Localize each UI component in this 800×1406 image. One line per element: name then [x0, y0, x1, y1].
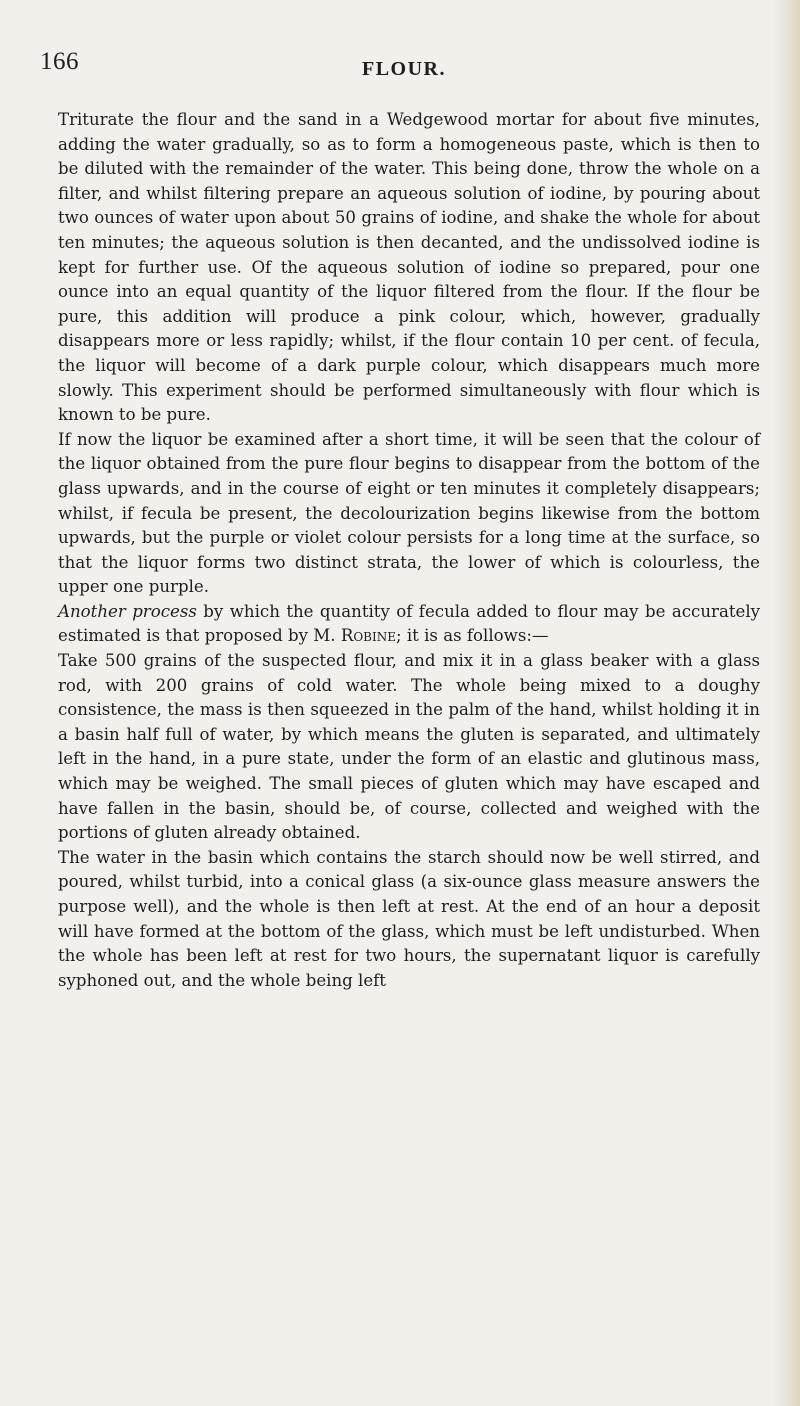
paragraph-3-text-b: ; it is as follows:—	[395, 626, 549, 646]
paragraph-3-italic-lead: Another process	[58, 601, 197, 621]
paragraph-2: If now the liquor be examined after a short time, it will be seen that the colour of the liquor obtained from the pure flour begins to disappear from the bottom of the glass upwards, and in the course of eight or ten minutes it completely disappears; whilst, if fecula be present, the decolourization begins likewise from the bottom upwards, but the purple or violet colour persists for a long time at the surface, so that the liquor forms two distinct strata, the lower of which is colourless, the upper one purple.	[58, 429, 760, 597]
running-head: FLOUR.	[362, 58, 446, 80]
page-header	[40, 48, 760, 88]
page-number: 166	[40, 48, 79, 75]
body-text	[58, 108, 760, 993]
paragraph-3	[58, 600, 760, 649]
paragraph-1: Triturate the flour and the sand in a Wedgewood mortar for about five minutes, adding the water gradually, so as to form a homogeneous paste, which is then to be diluted with the remainder of the water. This being done, throw the whole on a filter, and whilst filtering prepare an aqueous solution of iodine, by pouring about two ounces of water upon about 50 grains of iodine, and shake the whole for about ten minutes; the aqueous solution is then decanted, and the undissolved iodine is kept for further use. Of the aqueous solution of iodine so prepared, pour one ounce into an equal quantity of the liquor filtered from the flour. If the flour be pure, this addition will produce a pink colour, which, however, gradually disappears more or less rapidly; whilst, if the flour contain 10 per cent. of fecula, the liquor will become of a dark purple colour, which disappears much more slowly. This experiment should be performed simultaneously with flour which is known to be pure.	[58, 110, 760, 425]
author-name: Robine	[340, 626, 396, 646]
paragraph-4: Take 500 grains of the suspected flour, and mix it in a glass beaker with a glass rod, with 200 grains of cold water. The whole being mixed to a doughy consistence, the mass is then squeezed in the palm of the hand, whilst holding it in a basin half full of water, by which means the gluten is separated, and ultimately left in the hand, in a pure state, under the form of an elastic and glutinous mass, which may be weighed. The small pieces of gluten which may have escaped and have fallen in the basin, should be, of course, collected and weighed with the portions of gluten already obtained.	[58, 651, 760, 843]
paragraph-3-text-a: by which the quantity of fecula added to flour may be accurately estimated is that proposed by M.	[58, 601, 761, 646]
paragraph-5: The water in the basin which contains the starch should now be well stirred, and poured, whilst turbid, into a conical glass (a six-ounce glass measure answers the purpose well), and the whole is then left at rest. At the end of an hour a deposit will have formed at the bottom of the glass, which must be left undisturbed. When the whole has been left at rest for two hours, the supernatant liquor is carefully syphoned out, and the whole being left	[58, 847, 760, 990]
page-edge-shadow	[772, 0, 800, 1406]
